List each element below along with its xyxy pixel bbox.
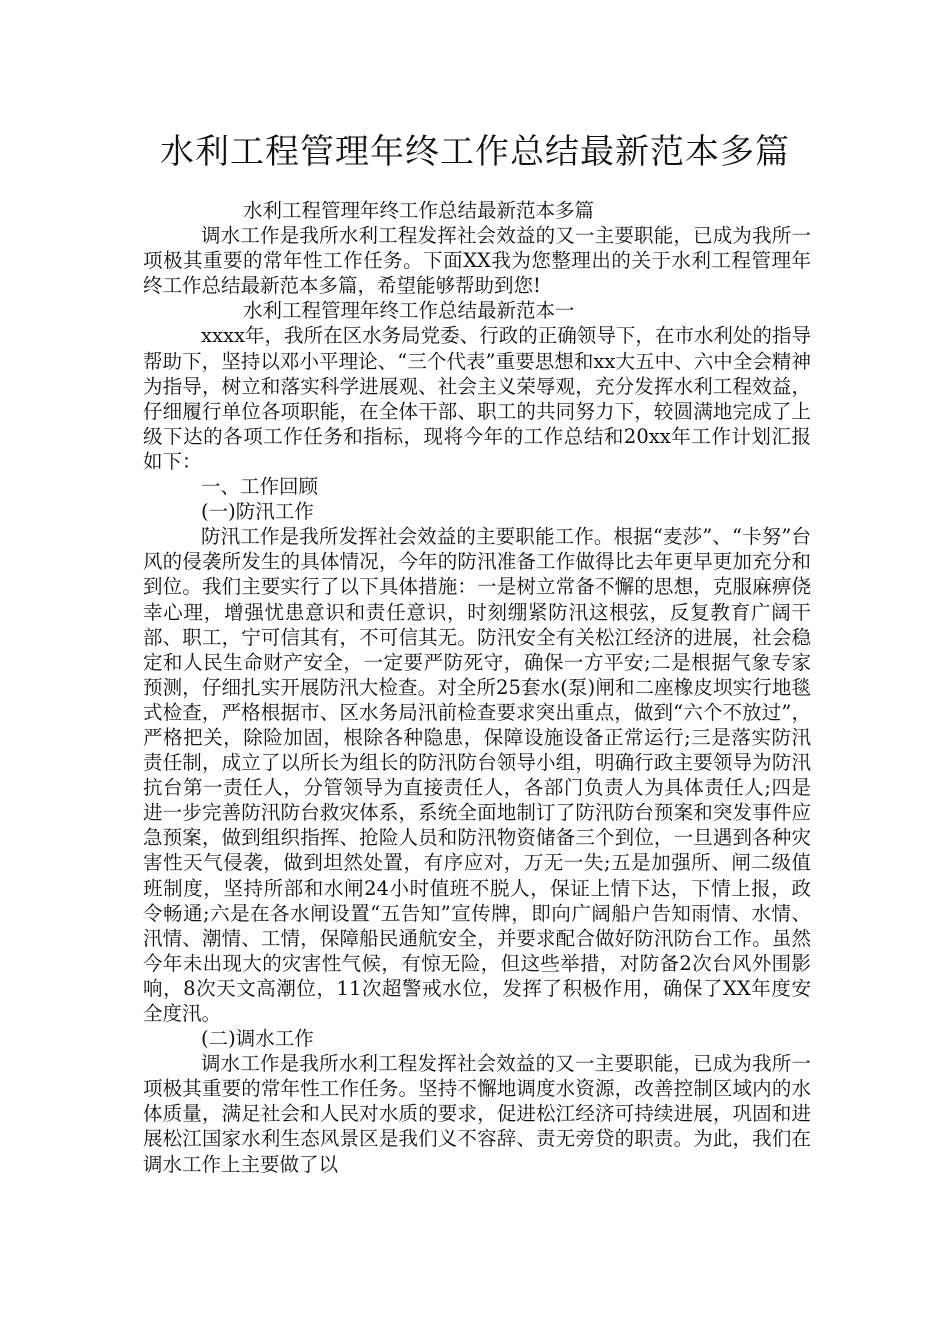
body-paragraph: xxxx年，我所在区水务局党委、行政的正确领导下，在市水利处的指导帮助下，坚持以邓小平理论、“三个代表”重要思想和xx大五中、六中全会精神为指导，树立和落实科学进展观、社会主义荣辱观，充分发挥水利工程效益，仔细履行单位各项职能，在全体干部、职工的共同努力下，较圆满地完成了上级下达的各项工作任务和指标，现将今年的工作总结和20xx年工作计划汇报如下：: [143, 324, 811, 473]
document-title: 水利工程管理年终工作总结最新范本多篇: [160, 132, 790, 172]
document-body: [143, 198, 811, 1177]
body-paragraph: 防汛工作是我所发挥社会效益的主要职能工作。根据“麦莎”、“卡努”台风的侵袭所发生的具体情况，今年的防汛准备工作做得比去年更早更加充分和到位。我们主要实行了以下具体措施：一是树立常备不懈的思想，克服麻痹侥幸心理，增强忧患意识和责任意识，时刻绷紧防汛这根弦，反复教育广阔干部、职工，宁可信其有，不可信其无。防汛安全有关松江经济的进展，社会稳定和人民生命财产安全，一定要严防死守，确保一方平安;二是根据气象专家预测，仔细扎实开展防汛大检查。对全所25套水(泵)闸和二座橡皮坝实行地毯式检查，严格根据市、区水务局汛前检查要求突出重点，做到“六个不放过”，严格把关，除险加固，根除各种隐患，保障设施设备正常运行;三是落实防汛责任制，成立了以所长为组长的防汛防台领导小组，明确行政主要领导为防汛抗台第一责任人，分管领导为直接责任人，各部门负责人为具体责任人;四是进一步完善防汛防台救灾体系，系统全面地制订了防汛防台预案和突发事件应急预案，做到组织指挥、抢险人员和防汛物资储备三个到位，一旦遇到各种灾害性天气侵袭，做到坦然处置，有序应对，万无一失;五是加强所、闸二级值班制度，坚持所部和水闸24小时值班不脱人，保证上情下达，下情上报，政令畅通;六是在各水闸设置“五告知”宣传牌，即向广阔船户告知雨情、水情、汛情、潮情、工情，保障船民通航安全，并要求配合做好防汛防台工作。虽然今年未出现大的灾害性气候，有惊无险，但这些举措，对防备2次台风外围影响，8次天文高潮位，11次超警戒水位，发挥了积极作用，确保了XX年度安全度汛。: [143, 525, 811, 1025]
section-heading: 水利工程管理年终工作总结最新范本一: [243, 299, 575, 323]
intro-paragraph: 调水工作是我所水利工程发挥社会效益的又一主要职能，已成为我所一项极其重要的常年性工作任务。下面XX我为您整理出的关于水利工程管理年终工作总结最新范本多篇，希望能够帮助到您!: [143, 224, 811, 298]
subtitle-paragraph: 水利工程管理年终工作总结最新范本多篇: [243, 199, 595, 222]
heading-work-review: 一、工作回顾: [201, 475, 319, 499]
heading-water-transfer: (二)调水工作: [201, 1027, 314, 1051]
body-paragraph: 调水工作是我所水利工程发挥社会效益的又一主要职能，已成为我所一项极其重要的常年性工作任务。坚持不懈地调度水资源，改善控制区域内的水体质量，满足社会和人民对水质的要求，促进松江经济可持续进展，巩固和进展松江国家水利生态风景区是我们义不容辞、责无旁贷的职责。为此，我们在调水工作上主要做了以: [143, 1052, 811, 1176]
heading-flood-control: (一)防汛工作: [201, 500, 314, 524]
